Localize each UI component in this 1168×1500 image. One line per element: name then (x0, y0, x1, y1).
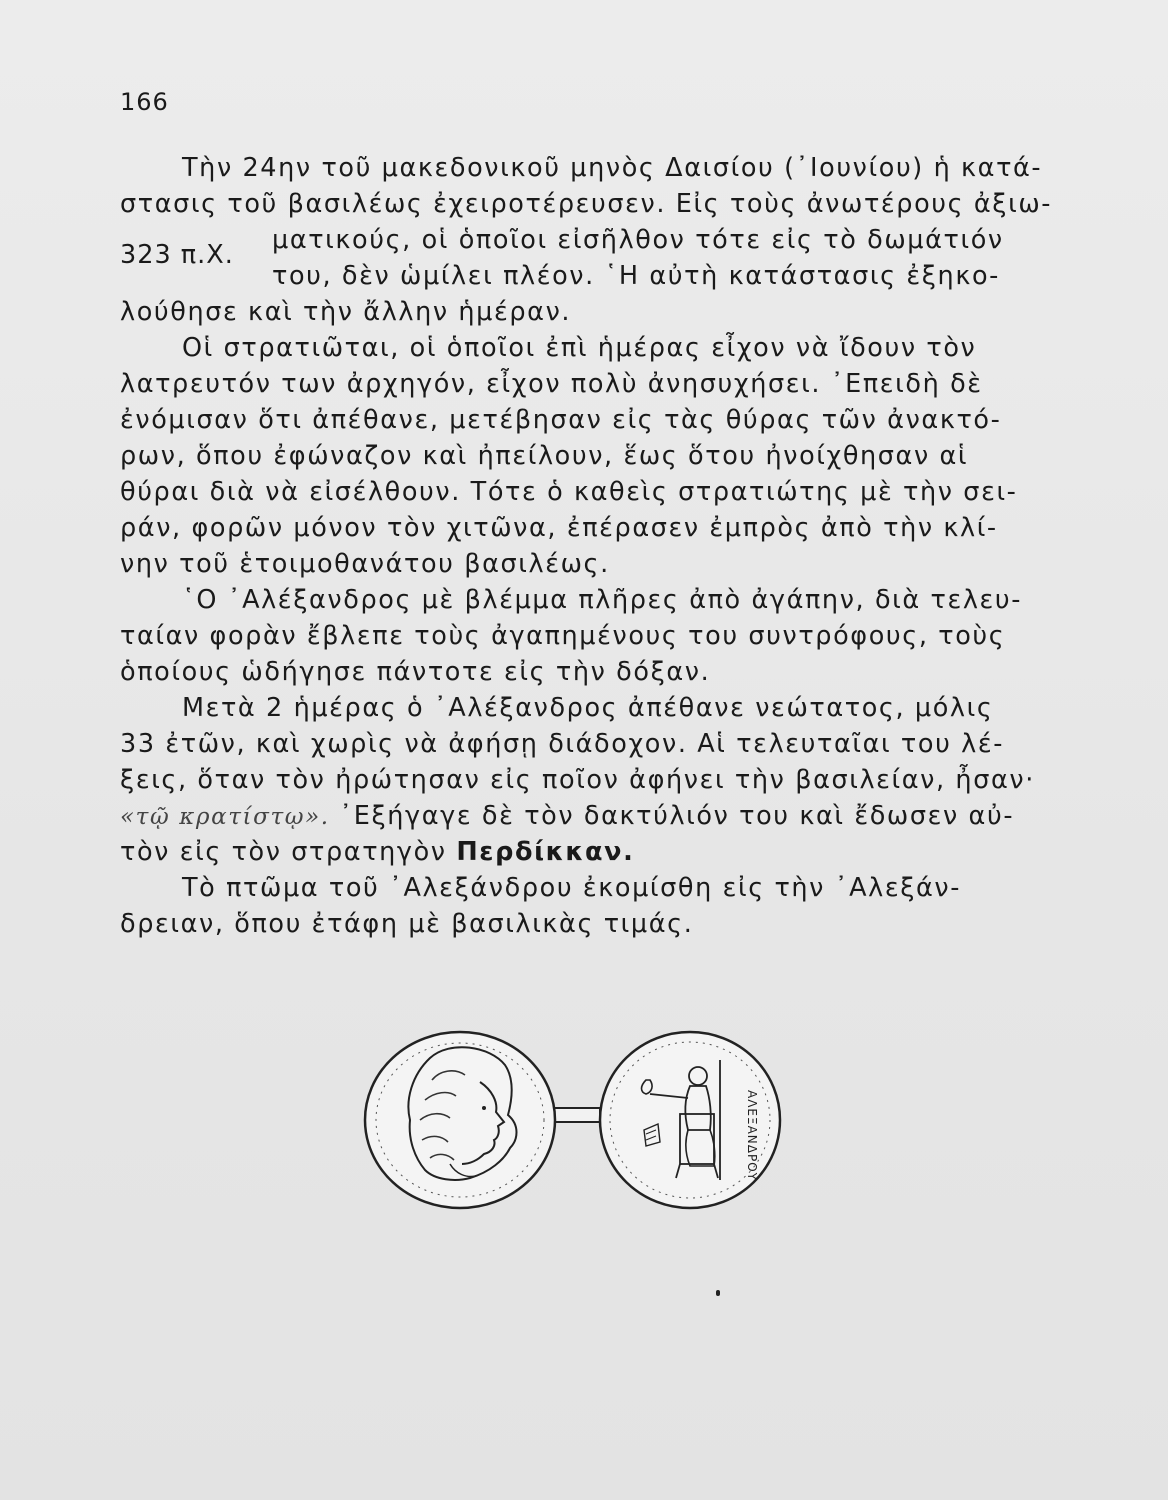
text-line: Τὸ πτῶμα τοῦ ᾿Αλεξάνδρου ἐκομίσθη εἰς τὴν ᾿Αλεξάν- (182, 873, 962, 903)
text-fragment: τὸν εἰς τὸν στρατηγὸν (120, 837, 457, 867)
margin-date-note: 323 π.Χ. (120, 240, 234, 270)
text-line: λατρευτόν των ἀρχηγόν, εἶχον πολὺ ἀνησυχήσει. ᾿Επειδὴ δὲ (120, 369, 983, 399)
text-line: δρειαν, ὅπου ἐτάφη μὲ βασιλικὰς τιμάς. (120, 909, 694, 939)
text-line: ταίαν φορὰν ἔβλεπε τοὺς ἀγαπημένους του συντρόφους, τοὺς (120, 621, 1006, 651)
text-fragment: ᾿Εξήγαγε δὲ τὸν δακτύλιόν του καὶ ἔδωσεν αὐ- (329, 801, 1015, 831)
text-line: Τὴν 24ην τοῦ μακεδονικοῦ μηνὸς Δαισίου (᾿Ιουνίου) ἡ κατά- (182, 153, 1043, 183)
text-line: ρων, ὅπου ἐφώναζον καὶ ἠπείλουν, ἕως ὅτου ἠνοίχθησαν αἱ (120, 441, 969, 471)
coin-reverse (600, 1032, 780, 1208)
text-line: Οἱ στρατιῶται, οἱ ὁποῖοι ἐπὶ ἡμέρας εἶχον νὰ ἴδουν τὸν (182, 333, 977, 363)
name-perdiccas: Περδίκκαν. (456, 837, 635, 867)
text-line: λούθησε καὶ τὴν ἄλλην ἡμέραν. (120, 297, 572, 327)
coin-inscription: ΑΛΕΞΑΝΔΡΟΥ (745, 1090, 759, 1181)
text-line: ἐνόμισαν ὅτι ἀπέθανε, μετέβησαν εἰς τὰς θύρας τῶν ἀνακτό- (120, 405, 1002, 435)
text-line: ῾Ο ᾿Αλέξανδρος μὲ βλέμμα πλῆρες ἀπὸ ἀγάπην, διὰ τελευ- (182, 585, 1023, 615)
text-line: ξεις, ὅταν τὸν ἠρώτησαν εἰς ποῖον ἀφήνει τὴν βασιλείαν, ἦσαν· (120, 765, 1035, 795)
text-line (120, 798, 1060, 834)
text-line: ματικούς, οἱ ὁποῖοι εἰσῆλθον τότε εἰς τὸ δωμάτιόν (272, 225, 1004, 255)
text-line: Μετὰ 2 ἡμέρας ὁ ᾿Αλέξανδρος ἀπέθανε νεώτατος, μόλις (182, 693, 994, 723)
coin-obverse (365, 1032, 555, 1208)
text-line: ὁποίους ὡδήγησε πάντοτε εἰς τὴν δόξαν. (120, 657, 711, 687)
coin-connector (550, 1108, 600, 1122)
text-line: θύραι διὰ νὰ εἰσέλθουν. Τότε ὁ καθεὶς στρατιώτης μὲ τὴν σει- (120, 477, 1018, 507)
text-line: του, δὲν ὡμίλει πλέον. ῾Η αὐτὴ κατάστασις ἐξηκο- (272, 261, 1000, 291)
text-line: ράν, φορῶν μόνον τὸν χιτῶνα, ἐπέρασεν ἐμπρὸς ἀπὸ τὴν κλί- (120, 513, 998, 543)
print-speck (716, 1290, 720, 1296)
text-line: στασις τοῦ βασιλέως ἐχειροτέρευσεν. Εἰς τοὺς ἀνωτέρους ἀξιω- (120, 189, 1053, 219)
body-text (120, 150, 1060, 942)
page-number: 166 (120, 88, 169, 116)
text-line: 33 ἐτῶν, καὶ χωρὶς νὰ ἀφήσῃ διάδοχον. Αἱ τελευταῖαι του λέ- (120, 729, 1005, 759)
quote-last-words: «τῷ κρατίστῳ». (120, 804, 330, 830)
text-line (120, 834, 1060, 870)
text-line: νην τοῦ ἑτοιμοθανάτου βασιλέως. (120, 549, 610, 579)
coin-illustration (360, 1020, 790, 1220)
